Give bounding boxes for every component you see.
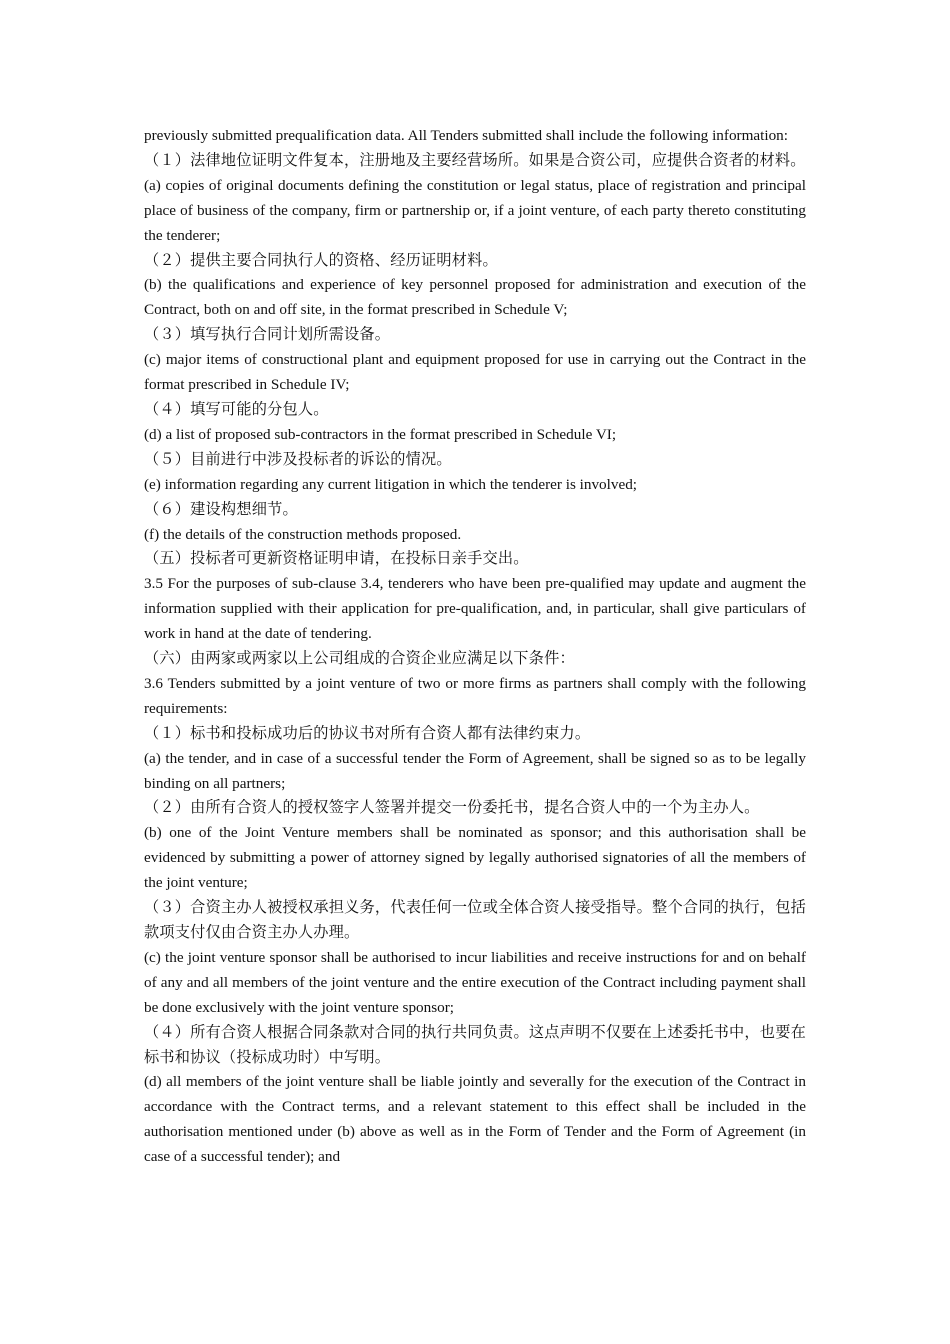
paragraph: (d) a list of proposed sub-contractors in the format prescribed in Schedule VI;	[144, 425, 617, 443]
paragraph: (a) the tender, and in case of a successful tender the Form of Agreement, shall be signed so as to be legally binding on all partners;	[144, 749, 806, 792]
paragraph: (b) one of the Joint Venture members shall be nominated as sponsor; and this authorisation shall be evidenced by submitting a power of attorney signed by legally authorised signatories of all the members of the joint venture;	[144, 824, 806, 892]
paragraph: (c) major items of constructional plant and equipment proposed for use in carrying out the Contract in the format prescribed in Schedule IV;	[144, 351, 806, 394]
paragraph: （３）填写执行合同计划所需设备。	[144, 326, 391, 344]
paragraph: （１）法律地位证明文件复本，注册地及主要经营场所。如果是合资公司，应提供合资者的材料。	[144, 151, 806, 169]
paragraph: (f) the details of the construction methods proposed.	[144, 525, 462, 543]
paragraph: （６）建设构想细节。	[144, 500, 298, 518]
paragraph: (e) information regarding any current litigation in which the tenderer is involved;	[144, 475, 638, 493]
paragraph: （２）由所有合资人的授权签字人签署并提交一份委托书，提名合资人中的一个为主办人。	[144, 799, 760, 817]
paragraph: 3.6 Tenders submitted by a joint venture of two or more firms as partners shall comply with the following requirements:	[144, 674, 806, 717]
paragraph: （４）填写可能的分包人。	[144, 400, 329, 418]
paragraph: （２）提供主要合同执行人的资格、经历证明材料。	[144, 251, 498, 269]
paragraph: previously submitted prequalification data. All Tenders submitted shall include the following information:	[144, 127, 788, 144]
paragraph: (a) copies of original documents defining the constitution or legal status, place of registration and principal place of business of the company, firm or partnership or, if a joint venture, of each party thereto constituting the tenderer;	[144, 176, 806, 244]
document-page	[144, 124, 806, 1170]
paragraph: （五）投标者可更新资格证明申请，在投标日亲手交出。	[144, 550, 529, 568]
paragraph: 3.5 For the purposes of sub-clause 3.4, tenderers who have been pre-qualified may update and augment the information supplied with their application for pre-qualification, and, in particular, shall give particulars of work in hand at the date of tendering.	[144, 575, 806, 643]
paragraph: (c) the joint venture sponsor shall be authorised to incur liabilities and receive instructions for and on behalf of any and all members of the joint venture and the entire execution of the Contract including payment shall be done exclusively with the joint venture sponsor;	[144, 948, 806, 1016]
paragraph: （六）由两家或两家以上公司组成的合资企业应满足以下条件：	[144, 650, 575, 668]
paragraph: （１）标书和投标成功后的协议书对所有合资人都有法律约束力。	[144, 724, 591, 742]
paragraph: (d) all members of the joint venture shall be liable jointly and severally for the execution of the Contract in accordance with the Contract terms, and a relevant statement to this effect shall be included in the authorisation mentioned under (b) above as well as in the Form of Tender and the Form of Agreement (in case of a successful tender); and	[144, 1073, 806, 1166]
paragraph: （３）合资主办人被授权承担义务，代表任何一位或全体合资人接受指导。整个合同的执行，包括款项支付仅由合资主办人办理。	[144, 899, 806, 941]
paragraph: （４）所有合资人根据合同条款对合同的执行共同负责。这点声明不仅要在上述委托书中，也要在标书和协议（投标成功时）中写明。	[144, 1023, 806, 1066]
paragraph: （５）目前进行中涉及投标者的诉讼的情况。	[144, 450, 452, 468]
paragraph: (b) the qualifications and experience of key personnel proposed for administration and execution of the Contract, both on and off site, in the format prescribed in Schedule V;	[144, 276, 806, 319]
